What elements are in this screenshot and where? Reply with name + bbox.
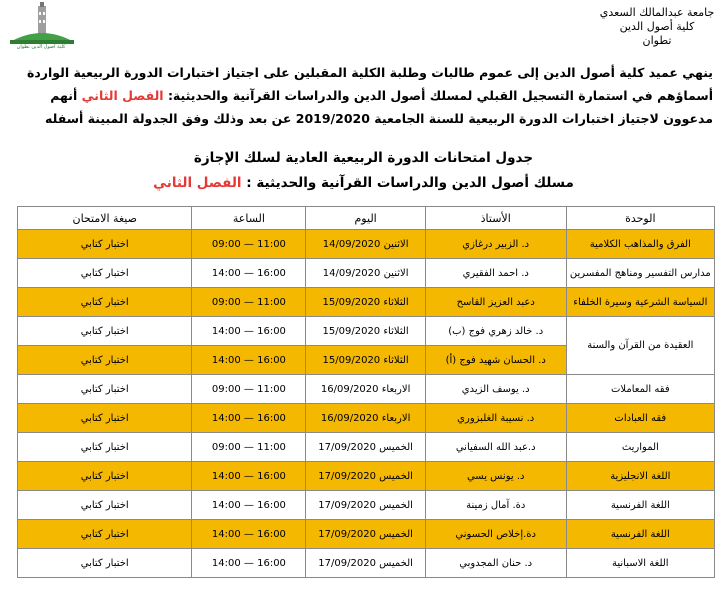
cell-day: الاربعاء 16/09/2020 — [306, 375, 425, 404]
cell-professor: دعبد العزيز القاسح — [425, 288, 566, 317]
cell-day: الاربعاء 16/09/2020 — [306, 404, 425, 433]
cell-professor: د. يونس يسي — [425, 462, 566, 491]
header-professor: الأستاذ — [425, 207, 566, 230]
table-row — [18, 549, 715, 578]
header-exam-format: صيغة الامتحان — [18, 207, 192, 230]
subtitle-semester: الفصل الثاني — [153, 175, 242, 191]
cell-exam-format: اختبار كتابي — [18, 491, 192, 520]
table-row — [18, 462, 715, 491]
table-row — [18, 520, 715, 549]
cell-day: الثلاثاء 15/09/2020 — [306, 288, 425, 317]
cell-day: الخميس 17/09/2020 — [306, 491, 425, 520]
intro-line-2-text: أسماؤهم في استمارة التسجيل القبلي لمسلك أصول الدين والدراسات القرآنية والحديثية: — [167, 88, 713, 103]
table-row — [18, 433, 715, 462]
cell-exam-format: اختبار كتابي — [18, 549, 192, 578]
cell-unit: السياسة الشرعية وسيرة الخلفاء — [566, 288, 714, 317]
cell-day: الثلاثاء 15/09/2020 — [306, 317, 425, 346]
cell-time: 14:00 — 16:00 — [192, 549, 306, 578]
table-row — [18, 317, 715, 346]
cell-exam-format: اختبار كتابي — [18, 404, 192, 433]
cell-professor: د.عبد الله السفياني — [425, 433, 566, 462]
intro-semester-highlight: الفصل الثاني — [81, 88, 164, 103]
cell-unit: مدارس التفسير ومناهج المفسرين — [566, 259, 714, 288]
cell-professor: د. يوسف الزيدي — [425, 375, 566, 404]
cell-time: 09:00 — 11:00 — [192, 288, 306, 317]
university-name: جامعة عبدالمالك السعدي — [599, 6, 715, 19]
cell-exam-format: اختبار كتابي — [18, 346, 192, 375]
faculty-name: كلية أصول الدين — [619, 20, 695, 33]
cell-exam-format: اختبار كتابي — [18, 317, 192, 346]
subtitle-track: مسلك أصول الدين والدراسات القرآنية والحديثية : — [246, 175, 574, 191]
cell-professor: د. الحسان شهيد فوج (أ) — [425, 346, 566, 375]
cell-unit: المواريث — [566, 433, 714, 462]
city-name: تطوان — [642, 34, 672, 47]
schedule-title: جدول امتحانات الدورة الربيعية العادية لسلك الإجازة — [193, 150, 534, 166]
cell-unit: اللغة الاسبانية — [566, 549, 714, 578]
cell-exam-format: اختبار كتابي — [18, 230, 192, 259]
announcement-paragraph — [14, 61, 713, 130]
cell-unit: فقه المعاملات — [566, 375, 714, 404]
cell-day: الاثنين 14/09/2020 — [306, 259, 425, 288]
cell-exam-format: اختبار كتابي — [18, 462, 192, 491]
cell-day: الخميس 17/09/2020 — [306, 549, 425, 578]
header-unit: الوحدة — [566, 207, 714, 230]
cell-time: 09:00 — 11:00 — [192, 375, 306, 404]
cell-professor: د. حنان المجدوبي — [425, 549, 566, 578]
table-row — [18, 491, 715, 520]
cell-time: 09:00 — 11:00 — [192, 230, 306, 259]
intro-line-1: ينهي عميد كلية أصول الدين إلى عموم طالبات وطلبة الكلية المقبلين على اجتياز اختبارات الدورة الربيعية الواردة — [27, 65, 713, 80]
table-row — [18, 404, 715, 433]
cell-time: 14:00 — 16:00 — [192, 259, 306, 288]
intro-line-2 — [14, 84, 713, 107]
cell-time: 14:00 — 16:00 — [192, 520, 306, 549]
intro-line-2-end: أنهم — [50, 88, 78, 103]
cell-unit: فقه العبادات — [566, 404, 714, 433]
cell-exam-format: اختبار كتابي — [18, 375, 192, 404]
cell-professor: د. الزبير درغازي — [425, 230, 566, 259]
logo-caption: كلية أصول الدين تطوان — [16, 44, 66, 50]
cell-unit: العقيدة من القرآن والسنة — [566, 317, 714, 375]
cell-professor: د. خالد زهري فوج (ب) — [425, 317, 566, 346]
cell-exam-format: اختبار كتابي — [18, 433, 192, 462]
cell-day: الاثنين 14/09/2020 — [306, 230, 425, 259]
cell-unit: الفرق والمذاهب الكلامية — [566, 230, 714, 259]
cell-professor: د. احمد الفقيري — [425, 259, 566, 288]
table-row — [18, 230, 715, 259]
cell-time: 14:00 — 16:00 — [192, 491, 306, 520]
table-row — [18, 375, 715, 404]
intro-line-3: مدعوون لاجتياز اختبارات الدورة الربيعية للسنة الجامعية 2019/2020 عن بعد وذلك وفق الجدولة المبينة أسفله — [45, 111, 713, 126]
cell-exam-format: اختبار كتابي — [18, 259, 192, 288]
exam-schedule-table — [17, 206, 715, 578]
table-row — [18, 259, 715, 288]
cell-unit: اللغة الانجليزية — [566, 462, 714, 491]
schedule-subtitle — [0, 175, 727, 191]
university-header — [597, 6, 717, 48]
cell-unit: اللغة الفرنسية — [566, 491, 714, 520]
cell-day: الخميس 17/09/2020 — [306, 433, 425, 462]
table-row — [18, 288, 715, 317]
header-day: اليوم — [306, 207, 425, 230]
cell-time: 09:00 — 11:00 — [192, 433, 306, 462]
table-header-row — [18, 207, 715, 230]
cell-day: الخميس 17/09/2020 — [306, 520, 425, 549]
cell-exam-format: اختبار كتابي — [18, 520, 192, 549]
cell-professor: د. نسيبة الغلبزوري — [425, 404, 566, 433]
header-time: الساعة — [192, 207, 306, 230]
cell-day: الخميس 17/09/2020 — [306, 462, 425, 491]
cell-professor: دة. آمال زمينة — [425, 491, 566, 520]
cell-exam-format: اختبار كتابي — [18, 288, 192, 317]
cell-professor: دة.إخلاص الحسوني — [425, 520, 566, 549]
cell-day: الثلاثاء 15/09/2020 — [306, 346, 425, 375]
cell-time: 14:00 — 16:00 — [192, 346, 306, 375]
cell-unit: اللغة الفرنسية — [566, 520, 714, 549]
cell-time: 14:00 — 16:00 — [192, 317, 306, 346]
cell-time: 14:00 — 16:00 — [192, 462, 306, 491]
cell-time: 14:00 — 16:00 — [192, 404, 306, 433]
